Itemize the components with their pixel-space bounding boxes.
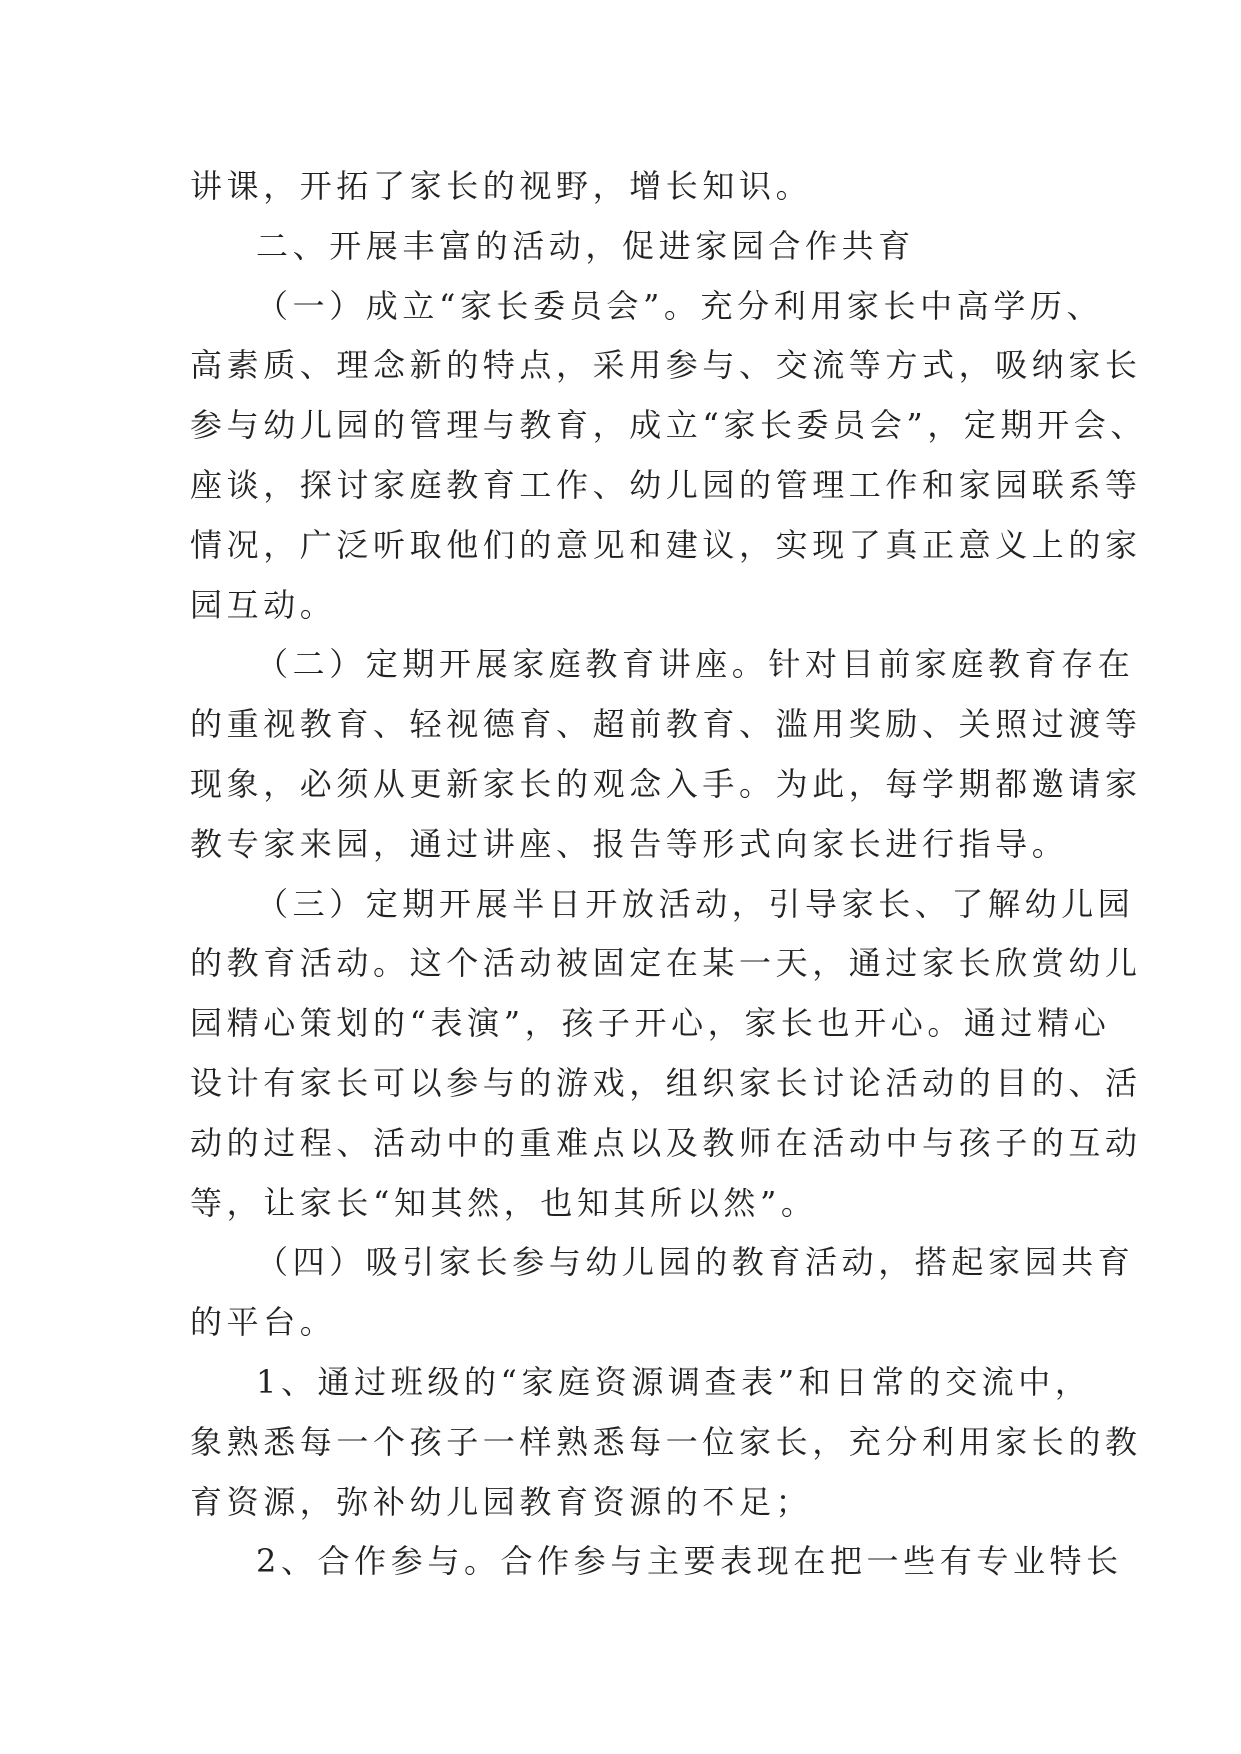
text-line: 现象，必须从更新家长的观念入手。为此，每学期都邀请家: [190, 764, 1142, 803]
text-line: 的平台。: [190, 1303, 337, 1342]
text-line: 园精心策划的“表演”，孩子开心，家长也开心。通过精心: [190, 1004, 1111, 1043]
text-line: 园互动。: [190, 585, 337, 624]
text-line: 情况，广泛听取他们的意见和建议，实现了真正意义上的家: [190, 525, 1142, 564]
list-item-start: 1、通过班级的“家庭资源调查表”和日常的交流中，: [256, 1362, 1092, 1401]
text-line: 育资源，弥补幼儿园教育资源的不足；: [190, 1482, 813, 1521]
paragraph-start: （三）定期开展半日开放活动，引导家长、了解幼儿园: [256, 884, 1135, 923]
paragraph-start: （四）吸引家长参与幼儿园的教育活动，搭起家园共育: [256, 1243, 1135, 1282]
paragraph-start: （二）定期开展家庭教育讲座。针对目前家庭教育存在: [256, 645, 1135, 684]
text-line: 参与幼儿园的管理与教育，成立“家长委员会”，定期开会、: [190, 406, 1147, 445]
text-line: 等，让家长“知其然，也知其所以然”。: [190, 1183, 818, 1222]
list-item-start: 2、合作参与。合作参与主要表现在把一些有专业特长: [256, 1542, 1123, 1581]
text-line: 讲课，开拓了家长的视野，增长知识。: [190, 167, 813, 205]
text-line: 高素质、理念新的特点，采用参与、交流等方式，吸纳家长: [190, 346, 1142, 385]
text-line: 动的过程、活动中的重难点以及教师在活动中与孩子的互动: [190, 1123, 1142, 1162]
document-body: [190, 157, 1147, 1592]
text-line: 的重视教育、轻视德育、超前教育、滥用奖励、关照过渡等: [190, 705, 1142, 744]
text-line: 象熟悉每一个孩子一样熟悉每一位家长，充分利用家长的教: [190, 1422, 1142, 1461]
text-line: 座谈，探讨家庭教育工作、幼儿园的管理工作和家园联系等: [190, 465, 1142, 504]
text-line: 教专家来园，通过讲座、报告等形式向家长进行指导。: [190, 824, 1069, 863]
text-line: 设计有家长可以参与的游戏，组织家长讨论活动的目的、活: [190, 1063, 1142, 1102]
text-line: 的教育活动。这个活动被固定在某一天，通过家长欣赏幼儿: [190, 944, 1142, 983]
section-heading: 二、开展丰富的活动，促进家园合作共育: [256, 226, 915, 265]
paragraph-start: （一）成立“家长委员会”。充分利用家长中高学历、: [256, 286, 1104, 325]
